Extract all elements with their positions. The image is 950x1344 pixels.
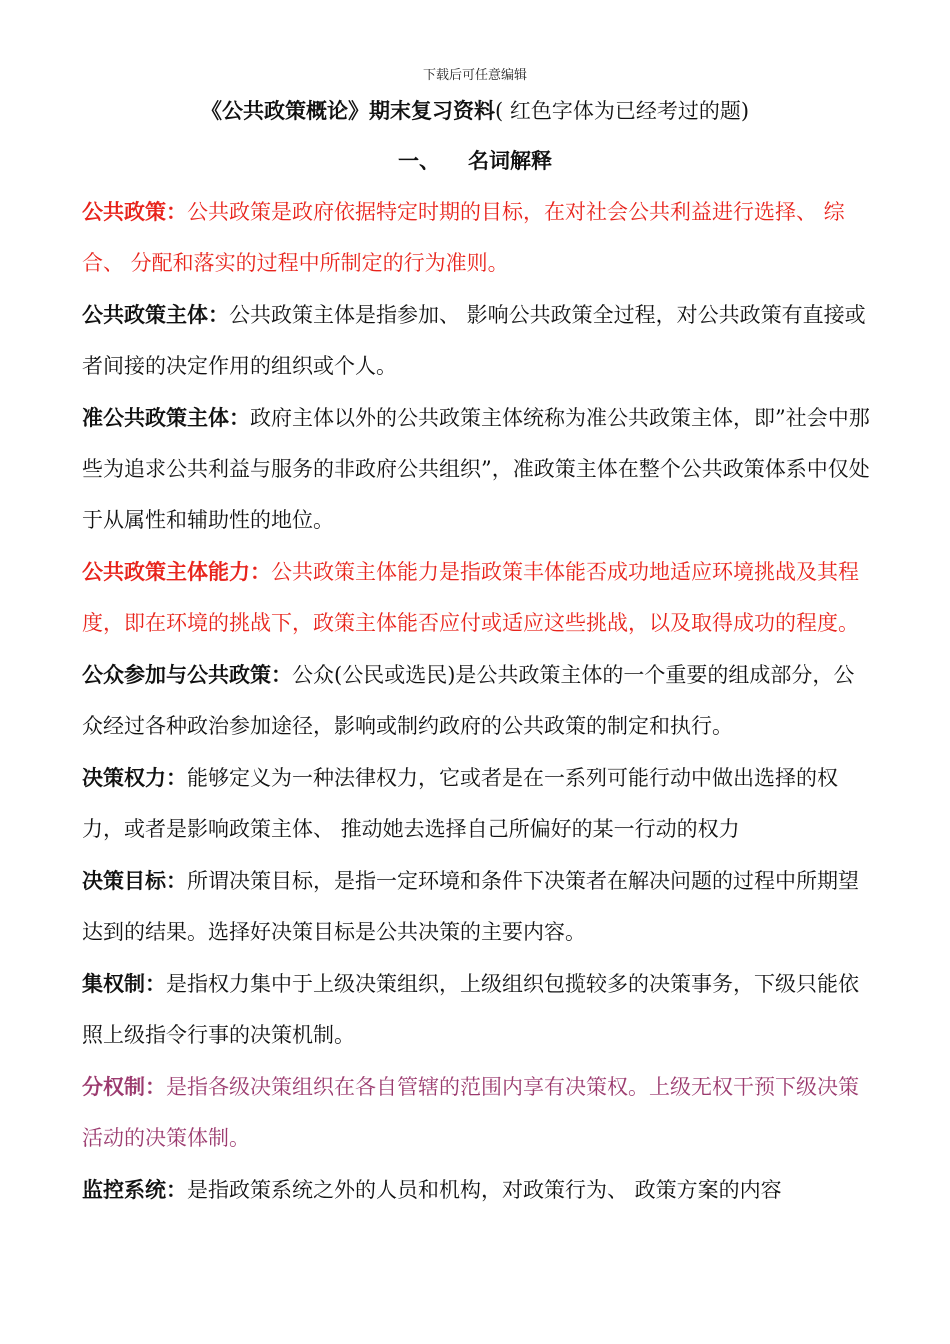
glossary-list (82, 186, 874, 1216)
glossary-entry-decision-power (82, 752, 874, 855)
entry-term: 决策权力： (82, 765, 187, 790)
glossary-entry-decentralization (82, 1061, 874, 1164)
entry-term: 集权制： (82, 971, 166, 996)
section-heading (0, 146, 950, 176)
entry-term: 准公共政策主体： (82, 405, 250, 430)
document-title-note: ( 红色字体为已经考过的题) (494, 99, 750, 123)
glossary-entry-subject-capability (82, 546, 874, 649)
glossary-entry-monitoring-system (82, 1164, 874, 1216)
entry-term: 公众参加与公共政策： (82, 662, 292, 687)
entry-definition: 公共政策主体能力是指政策丰体能否成功地适应环境挑战及其程度，即在环境的挑战下，政策主体能否应付或适应这些挑战，以及取得成功的程度。 (82, 560, 859, 635)
entry-definition: 公共政策是政府依据特定时期的目标，在对社会公共利益进行选择、 综合、 分配和落实的过程中所制定的行为准则。 (82, 200, 845, 275)
section-name: 名词解释 (468, 148, 552, 173)
section-number: 一、 (398, 148, 440, 173)
entry-definition: 是指权力集中于上级决策组织，上级组织包揽较多的决策事务，下级只能依照上级指令行事的决策机制。 (82, 972, 859, 1047)
entry-term: 公共政策主体： (82, 302, 229, 327)
entry-definition: 政府主体以外的公共政策主体统称为准公共政策主体，即”社会中那些为追求公共利益与服务的非政府公共组织”，准政策主体在整个公共政策体系中仅处于从属性和辅助性的地位。 (82, 406, 870, 532)
glossary-entry-policy-subject (82, 289, 874, 392)
entry-definition: 是指政策系统之外的人员和机构，对政策行为、 政策方案的内容 (187, 1178, 782, 1202)
entry-definition: 是指各级决策组织在各自管辖的范围内享有决策权。上级无权干预下级决策活动的决策体制。 (82, 1075, 859, 1150)
entry-term: 决策目标： (82, 868, 187, 893)
entry-definition: 公众(公民或选民)是公共政策主体的一个重要的组成部分，公众经过各种政治参加途径，影响或制约政府的公共政策的制定和执行。 (82, 663, 855, 738)
document-title (0, 96, 950, 126)
document-title-main: 《公共政策概论》期末复习资料 (200, 98, 495, 123)
entry-term: 公共政策： (82, 199, 187, 224)
header-note: 下载后可任意编辑 (422, 68, 527, 83)
entry-term: 公共政策主体能力： (82, 559, 271, 584)
glossary-entry-public-policy (82, 186, 874, 289)
entry-definition: 所谓决策目标，是指一定环境和条件下决策者在解决问题的过程中所期望达到的结果。选择好决策目标是公共决策的主要内容。 (82, 869, 859, 944)
glossary-entry-decision-goal (82, 855, 874, 958)
glossary-entry-centralization (82, 958, 874, 1061)
entry-term: 分权制： (82, 1074, 166, 1099)
glossary-entry-public-participation (82, 649, 874, 752)
entry-term: 监控系统： (82, 1177, 187, 1202)
entry-definition: 能够定义为一种法律权力，它或者是在一系列可能行动中做出选择的权力，或者是影响政策主体、 推动她去选择自己所偏好的某一行动的权力 (82, 766, 838, 841)
entry-definition: 公共政策主体是指参加、 影响公共政策全过程，对公共政策有直接或者间接的决定作用的组织或个人。 (82, 303, 866, 378)
glossary-entry-quasi-policy-subject (82, 392, 874, 546)
